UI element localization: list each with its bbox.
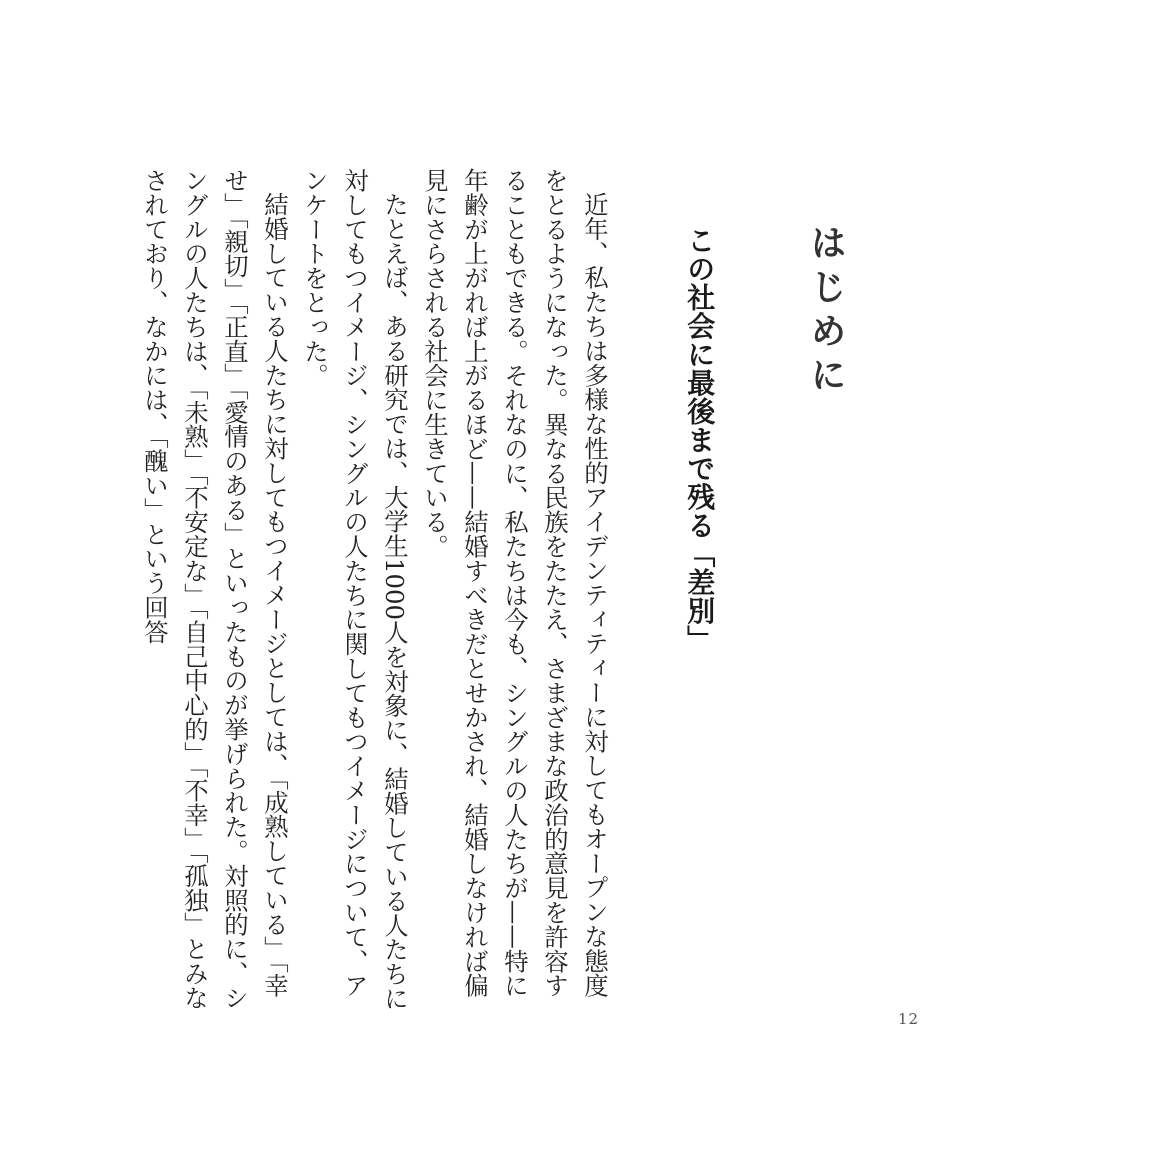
section-heading: この社会に最後まで残る「差別」	[683, 226, 717, 654]
paragraph: たとえば、ある研究では、大学生1000人を対象に、結婚している人たちに対してもつイメージ、シングルの人たちに関してもつイメージについて、アンケートをとった。	[300, 168, 409, 1011]
chapter-title: はじめに	[805, 224, 848, 400]
paragraph: 結婚している人たちに対してもつイメージとしては、「成熟している」「幸せ」「親切」「正直」「愛情のある」といったものが挙げられた。対照的に、シングルの人たちは、「未熟」「不安定な」「自己中心的」「不幸」「孤独」とみなされており、なかには、「醜い」という回答	[140, 168, 289, 1010]
body-text	[140, 168, 614, 1018]
page-number: 12	[898, 1010, 920, 1028]
paragraph: 近年、私たちは多様な性的アイデンティティーに対してもオープンな態度をとるようになった。異なる民族をたたえ、さまざまな政治的意見を許容することもできる。それなのに、私たちは今も、シングルの人たちが——特に年齢が上がれば上がるほど——結婚すべきだとせかされ、結婚しなければ偏見にさらされる社会に生きている。	[420, 168, 609, 998]
